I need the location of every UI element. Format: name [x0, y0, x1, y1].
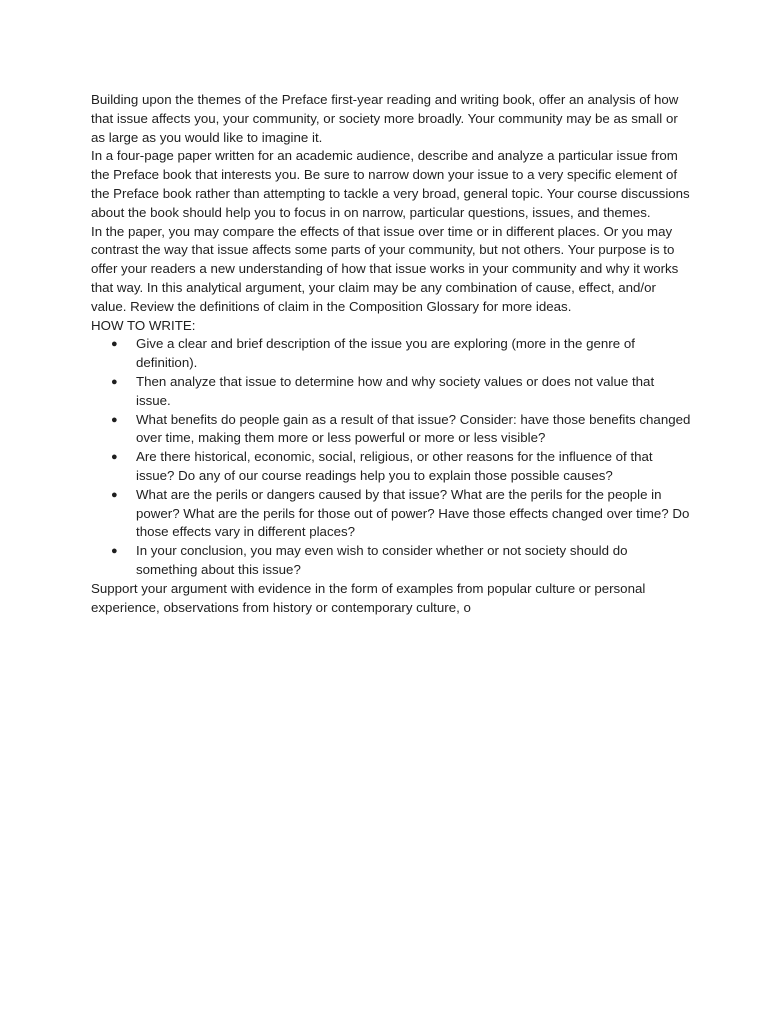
list-item-text: What are the perils or dangers caused by that issue? What are the perils for the people in power? What are the perils for those out of power? Have those effects changed over time? Do those effects vary in different places?: [136, 486, 690, 540]
guidelines-list: [91, 335, 691, 579]
list-item-text: Then analyze that issue to determine how and why society values or does not value that issue.: [136, 373, 655, 408]
closing-paragraph: Support your argument with evidence in the form of examples from popular culture or personal experience, observations from history or contemporary culture, o: [91, 580, 646, 615]
list-item: [91, 486, 691, 542]
bullet-icon: ●: [111, 413, 118, 426]
bullet-icon: ●: [111, 451, 118, 464]
bullet-icon: ●: [111, 488, 118, 501]
list-item-text: Give a clear and brief description of the issue you are exploring (more in the genre of definition).: [136, 336, 635, 371]
list-item: [91, 335, 691, 373]
intro-paragraph: Building upon the themes of the Preface first-year reading and writing book, offer an analysis of how that issue affects you, your community, or society more broadly. Your community may be as small or as large as you would like to imagine it.: [91, 92, 679, 145]
list-item: [91, 411, 691, 449]
list-item-text: Are there historical, economic, social, religious, or other reasons for the influence of that issue? Do any of our course readings help you to explain those possible causes?: [136, 449, 653, 483]
document-body: [91, 91, 691, 617]
bullet-icon: ●: [111, 338, 118, 351]
assignment-paragraph: In a four-page paper written for an academic audience, describe and analyze a particular issue from the Preface book that interests you. Be sure to narrow down your issue to a very specific element of the Preface book rather than attempting to tackle a very broad, general topic. Your course discussions about the book should help you to focus in on narrow, particular questions, issues, and themes.: [91, 148, 690, 220]
comparison-paragraph: In the paper, you may compare the effects of that issue over time or in different places. Or you may contrast the way that issue affects some parts of your community, but not others. Your purpose is to offer your readers a new understanding of how that issue works in your community and why it works that way. In this analytical argument, your claim may be any combination of cause, effect, and/or value. Review the definitions of claim in the Composition Glossary for more ideas.: [91, 223, 679, 314]
list-item: [91, 542, 691, 580]
how-to-write-heading: HOW TO WRITE:: [91, 317, 196, 333]
bullet-icon: ●: [111, 375, 118, 388]
list-item: [91, 448, 691, 486]
list-item-text: In your conclusion, you may even wish to consider whether or not society should do something about this issue?: [136, 543, 628, 577]
bullet-icon: ●: [111, 545, 118, 558]
list-item-text: What benefits do people gain as a result of that issue? Consider: have those benefits changed over time, making them more or less powerful or more or less visible?: [136, 411, 691, 446]
list-item: [91, 373, 691, 411]
